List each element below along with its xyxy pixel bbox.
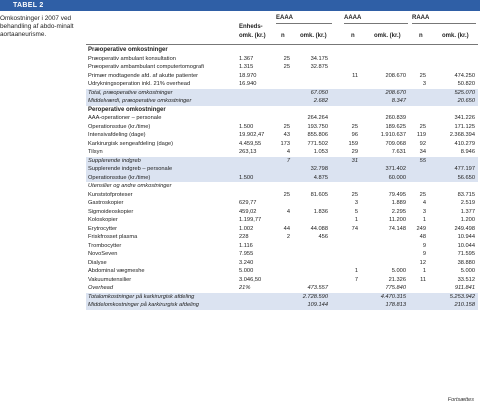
row-label: Supplerende indgreb – personale [88,166,173,172]
row-label: Peroperative omkostninger [88,106,166,113]
cell-e-n: 25 [283,55,290,62]
cell-r-n: 119 [416,132,426,138]
cell-r-omk: 10.044 [457,242,475,249]
row-label: NovoSeven [88,251,118,257]
cell-a-omk: 189.625 [385,123,406,130]
row-label: Præoperative omkostninger [88,47,168,53]
row-label: Dialyse [88,259,107,266]
table-row [86,174,478,183]
cell-e-omk: 771.502 [307,140,328,147]
row-label: Erytrocytter [88,225,118,232]
row-label: Operationsstue (kr./time) [88,174,151,181]
cell-enh: 459,02 [239,208,257,215]
table-body [86,46,478,310]
cell-r-omk: 525.070 [454,89,475,96]
row-label: Middelomkostninger på karkirurgisk afdeling [88,302,199,308]
cell-e-omk: 193.750 [307,123,328,130]
cell-r-omk: 474.250 [454,72,475,79]
cell-a-n: 29 [351,149,358,155]
cell-a-omk: 74.148 [388,225,406,232]
cell-e-omk: 109.144 [307,302,328,308]
cell-a-n: 11 [352,72,358,79]
header-enheds: Enheds- [239,24,263,30]
cell-enh: 19.902,47 [239,132,265,138]
row-label: Tilsyn [88,149,103,155]
cell-a-omk: 7.631 [391,149,406,155]
table-row [86,276,478,285]
cell-a-omk: 60.000 [388,174,406,181]
cell-r-omk: 71.595 [457,251,475,257]
table-row [86,165,478,174]
table-row [86,140,478,149]
cell-r-n: 48 [419,234,426,240]
cell-enh: 16.940 [239,81,257,87]
cell-a-omk: 208.670 [385,72,406,79]
cell-e-omk: 34.175 [310,55,328,62]
cell-enh: 1.116 [239,242,253,249]
table-row [86,80,478,89]
cell-r-omk: 33.512 [457,276,475,283]
cell-r-n: 12 [419,259,426,266]
cell-r-omk: 5.000 [460,268,475,274]
cell-r-n: 25 [419,191,426,198]
cell-r-omk: 50.820 [457,81,475,87]
cell-r-omk: 410.279 [454,140,475,147]
row-label: Gastroskopier [88,200,124,206]
cell-e-n: 173 [280,140,290,147]
cell-a-omk: 2.295 [391,208,406,215]
header-aaaa-n: n [351,33,355,39]
row-label: Utensilier og andre omkostninger [88,183,172,189]
header-aaaa: AAAA [344,15,362,21]
cell-e-omk: 81.605 [310,191,328,198]
cell-a-omk: 79.495 [388,191,406,198]
cell-enh: 1.367 [239,55,254,62]
table-row [86,63,478,72]
cell-e-omk: 44.088 [310,225,328,232]
cell-a-n: 7 [354,276,358,283]
row-label: Vakuumutensilier [88,276,132,283]
table-row [86,216,478,225]
cell-a-n: 25 [351,191,358,198]
continued-note: Fortsættes [447,397,474,403]
cell-e-omk: 456 [318,234,328,240]
table-row [86,208,478,217]
cell-r-n: 1 [422,217,426,223]
cell-e-n: 25 [283,64,290,70]
cell-enh: 1.199,77 [239,217,262,223]
header-enheds-sub: omk. (kr.) [239,33,266,39]
table-tag-bar [0,0,480,11]
cell-enh: 5.000 [239,268,254,274]
table-row [86,123,478,132]
cell-r-omk: 56.650 [457,174,475,181]
header-aaaa-omk: omk. (kr.) [374,33,401,39]
cell-r-omk: 2.368.394 [449,132,475,138]
cell-r-omk: 341.226 [454,115,475,121]
cell-a-n: 159 [348,140,358,147]
table-row [86,55,478,64]
table-row [86,225,478,234]
table-row [86,157,478,166]
cell-enh: 1.002 [239,225,254,232]
cell-r-n: 92 [419,140,426,147]
row-label: Overhead [88,285,113,291]
cell-a-n: 74 [351,225,358,232]
cell-r-n: 4 [422,200,426,206]
header-raaa-n: n [419,33,423,39]
cell-r-omk: 5.253.942 [449,293,475,300]
cell-a-omk: 709.068 [385,140,406,147]
section-header-row [86,106,478,115]
cell-enh: 3.240 [239,259,254,266]
row-label: Abdominal vægmeshe [88,268,145,274]
cell-e-omk: 264.264 [307,115,328,121]
table-row [86,114,478,123]
cell-e-omk: 32.798 [310,166,328,172]
cell-enh: 228 [239,234,249,240]
cell-r-omk: 1.377 [460,208,475,215]
cell-r-omk: 8.946 [460,149,475,155]
table-row [86,97,478,106]
cell-e-n: 25 [283,123,290,130]
row-label: Friskfrosset plasma [88,234,138,240]
cell-e-omk: 4.875 [313,174,328,181]
cell-enh: 21% [239,285,251,291]
row-label: Koloskopier [88,217,118,223]
header-eaaa-omk: omk. (kr.) [300,33,327,39]
cell-r-omk: 249.498 [454,225,475,232]
row-label: Præoperativ ambulant konsultation [88,55,176,62]
row-label: Intensivafdeling (dage) [88,132,146,138]
cell-r-omk: 210.158 [454,302,475,308]
cell-r-omk: 171.125 [454,123,475,130]
cell-e-n: 25 [283,191,290,198]
table-row [86,250,478,259]
cell-r-n: 34 [419,149,426,155]
cell-e-omk: 855.806 [307,132,328,138]
cell-r-omk: 911.841 [454,285,475,291]
cell-enh: 263,13 [239,149,257,155]
table-row [86,131,478,140]
cell-enh: 7.955 [239,251,254,257]
cell-a-n: 5 [354,208,358,215]
table-row [86,259,478,268]
row-label: Supplerende indgreb [88,157,141,164]
header-bottom-rule [86,44,478,45]
table-row [86,199,478,208]
cell-a-omk: 4.470.315 [380,293,406,300]
cell-a-n: 96 [351,132,358,138]
header-eaaa-rule [276,23,332,24]
cell-enh: 629,77 [239,200,257,206]
cell-e-n: 2 [286,234,290,240]
header-aaaa-rule [344,23,408,24]
cell-enh: 1.500 [239,174,254,181]
cell-r-n: 3 [422,208,426,215]
cell-e-omk: 1.053 [313,149,328,155]
cell-a-omk: 5.000 [391,268,406,274]
cell-e-n: 7 [286,157,290,164]
cell-r-omk: 1.200 [460,217,475,223]
header-raaa-rule [412,23,476,24]
cell-enh: 18.970 [239,72,257,79]
header-eaaa-n: n [281,33,285,39]
cell-e-n: 4 [286,208,290,215]
cell-r-n: 249 [416,225,426,232]
cell-r-omk: 83.715 [457,191,475,198]
cell-a-omk: 775.840 [385,285,406,291]
cell-e-omk: 1.836 [313,208,328,215]
row-label: Sigmoideoskopier [88,208,134,215]
table-row [86,89,478,98]
table-row [86,72,478,81]
cell-a-n: 1 [354,217,358,223]
cell-a-omk: 21.326 [388,276,406,283]
section-header-row [86,46,478,55]
table-row [86,284,478,293]
row-label: Kunststofproteser [88,191,133,198]
cell-r-omk: 2.519 [460,200,475,206]
header-raaa-omk: omk. (kr.) [442,33,469,39]
cell-e-omk: 2.682 [313,98,328,104]
row-label: Trombocytter [88,242,122,249]
cell-r-n: 25 [419,123,426,130]
row-label: Total, præoperative omkostninger [88,89,173,96]
cell-r-n: 9 [422,251,426,257]
cell-e-n: 44 [283,225,290,232]
header-eaaa: EAAA [276,15,294,21]
table-row [86,293,478,302]
row-label: Udrykningsoperation inkl. 21% overhead [88,81,191,87]
cell-r-n: 9 [422,242,426,249]
cell-r-omk: 10.944 [457,234,475,240]
cell-e-n: 4 [286,149,290,155]
cell-a-omk: 8.347 [391,98,406,104]
table-row [86,191,478,200]
header-raaa: RAAA [412,15,430,21]
row-label: Totalomkostninger på karkirurgisk afdeling [88,293,195,300]
cell-e-omk: 67.050 [310,89,328,96]
cell-a-n: 1 [354,268,358,274]
table-row [86,301,478,310]
cell-r-n: 55 [419,157,426,164]
table-row [86,182,478,191]
cell-r-n: 25 [419,72,426,79]
cell-e-omk: 32.875 [310,64,328,70]
cell-enh: 1.315 [239,64,254,70]
cell-a-omk: 208.670 [385,89,406,96]
table-row [86,148,478,157]
cell-a-omk: 260.839 [385,115,406,121]
cell-r-n: 3 [422,81,426,87]
cell-e-n: 43 [283,132,290,138]
row-label: Præoperativ ambambulant computertomografi [88,64,205,70]
cell-a-omk: 1.889 [391,200,406,206]
row-label: Operationsstue (kr./time) [88,123,151,130]
cell-r-omk: 477.197 [454,166,475,172]
table-row [86,267,478,276]
row-label: AAA-operationer – personale [88,115,162,121]
table-caption: Omkostninger i 2007 ved behandling af abdo-minalt aortaaneurisme. [0,15,74,39]
cell-enh: 3.046,50 [239,276,262,283]
cell-a-omk: 178.813 [385,302,406,308]
cell-enh: 4.459,55 [239,140,262,147]
table-tag-title: TABEL 2 [13,2,44,9]
row-label: Primær modtagende afd. af akutte patienter [88,72,199,79]
cell-r-n: 11 [420,276,426,283]
cell-enh: 1.500 [239,123,254,130]
cell-a-omk: 371.402 [385,166,406,172]
cell-a-omk: 11.200 [389,217,406,223]
cell-r-omk: 20.650 [457,98,475,104]
cell-e-omk: 2.728.590 [302,293,328,300]
cell-r-n: 1 [422,268,426,274]
row-label: Karkirurgisk sengeafdeling (dage) [88,140,174,147]
cell-a-n: 25 [351,123,358,130]
cell-e-omk: 473.557 [307,285,328,291]
row-label: Middelværdi, præoperative omkostninger [88,98,192,104]
cell-a-omk: 1.910.637 [380,132,406,138]
cell-a-n: 31 [351,157,358,164]
cell-a-n: 3 [354,200,358,206]
table-row [86,233,478,242]
cell-r-omk: 38.880 [457,259,475,266]
table-row [86,242,478,251]
